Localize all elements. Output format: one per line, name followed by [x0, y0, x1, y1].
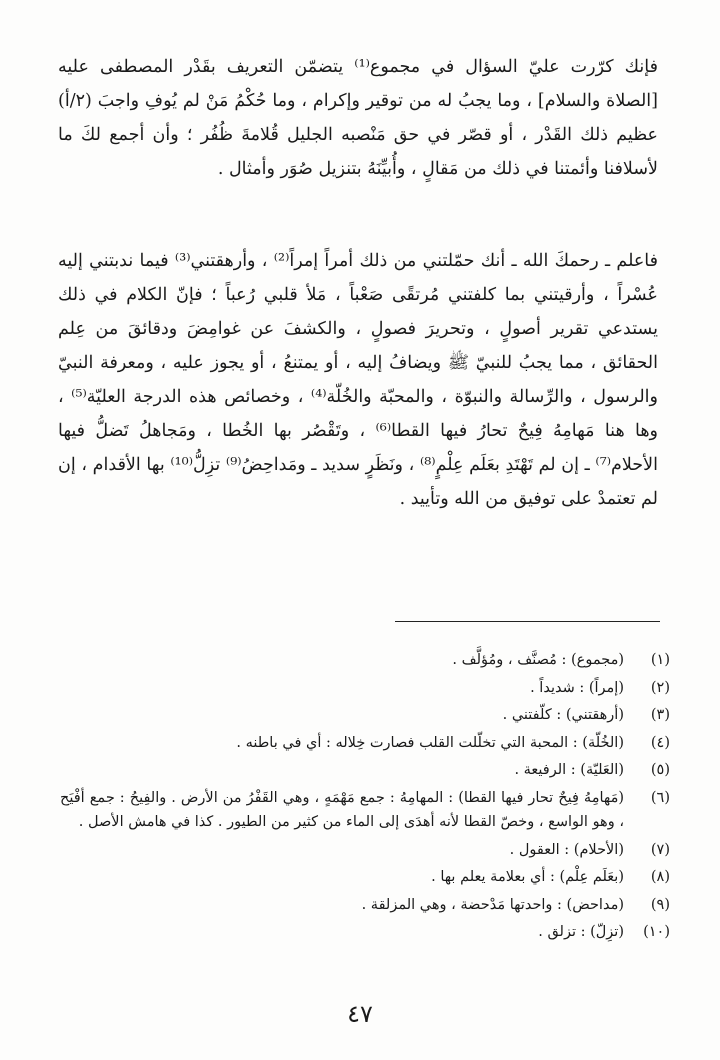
footnote-text: (تزِلّ) : تزلق .	[538, 924, 624, 940]
footnotes-list	[60, 648, 670, 948]
footnote-number: (٧)	[650, 841, 670, 858]
footnote-number: (١)	[650, 652, 670, 668]
footnote-item	[60, 865, 670, 890]
footnote-item	[60, 758, 670, 783]
footnote-number: (٤)	[650, 734, 670, 751]
footnote-item	[60, 838, 670, 863]
footnote-item	[60, 731, 670, 756]
footnote-number: (٨)	[650, 869, 670, 885]
footnote-text: (إمراً) : شديداً .	[530, 679, 624, 696]
page-number: ٤٧	[347, 1000, 373, 1028]
footnote-item	[60, 920, 670, 945]
footnote-text: (مَهامِهُ فِيحٌ تحار فيها القطا) : المهامِهُ : جمع مَهْمَهٍ ، وهي القَفْرُ من الأرض . والفِيحُ : جمع أفْيَح ، وهو الواسع ، وخصّ القطا لأنه أهدَى إلى الماء من كثير من الطيور . كذا في هامش الأصل .	[60, 789, 624, 830]
footnote-item	[60, 676, 670, 701]
footnote-text: (أرهقتني) : كلّفتني .	[502, 707, 624, 723]
footnote-number: (٥)	[650, 762, 670, 778]
footnote-number: (٣)	[650, 707, 670, 723]
footnote-number: (٩)	[650, 896, 670, 913]
footnote-text: (الخُلّة) : المحبة التي تخلّلت القلب فصارت خِلاله : أي في باطنه .	[236, 734, 624, 751]
footnote-item	[60, 786, 670, 835]
body-paragraph-2: فاعلم ـ رحمكَ الله ـ أنك حمّلتني من ذلك أمراً إمراً⁽²⁾ ، وأرهقتني⁽³⁾ فيما ندبتني إليه عُسْراً ، وأرقيتني بما كلفتني مُرتقًى صَعْباً ، مَلأ قلبي رُعباً ؛ فإنّ الكلام في ذلك يستدعي تقرير أصولٍ ، وتحريرَ فصولٍ ، والكشفَ عن غوامِضَ ودقائقَ من عِلم الحقائق ، مما يجبُ للنبيّ ﷺ ويضافُ إليه ، أو يمتنعُ ، أو يجوز عليه ، ومعرفة النبيّ والرسول ، والرِّسالة والنبوّة ، والمحبّة والخُلّة⁽⁴⁾ ، وخصائص هذه الدرجة العليّة⁽⁵⁾ ، وها هنا مَهامِهُ فِيحٌ تحارُ فيها القطا⁽⁶⁾ ، وتَقْصُر بها الخُطا ، ومَجاهلُ تَضلُّ فيها الأحلام⁽⁷⁾ ـ إن لم تَهْتَدِ بعَلَم عِلْمٍ⁽⁸⁾ ، ونَظَرٍ سديد ـ ومَداحِضُ⁽⁹⁾ تزِلُّ⁽¹⁰⁾ بها الأقدام ، إن لم تعتمدْ على توفيق من الله وتأييد .	[58, 251, 659, 509]
footnote-text: (بعَلَم عِلْم) : أي بعلامة يعلم بها .	[431, 869, 624, 885]
footnote-item	[60, 893, 670, 918]
footnote-divider	[395, 621, 660, 622]
footnote-number: (٦)	[650, 789, 670, 806]
footnote-item	[60, 703, 670, 728]
footnote-number: (٢)	[650, 679, 670, 696]
footnote-text: (مجموع) : مُصنَّف ، ومُؤلَّف .	[452, 652, 624, 668]
footnote-item	[60, 648, 670, 673]
footnote-text: (العَليّة) : الرفيعة .	[514, 762, 624, 778]
footnote-text: (الأحلام) : العقول .	[509, 841, 624, 858]
footnote-text: (مداحض) : واحدتها مَدْحضة ، وهي المزلقة .	[361, 896, 624, 913]
footnote-number: (١٠)	[643, 924, 670, 940]
body-paragraph-1: فإنك كرّرت عليّ السؤال في مجموع⁽¹⁾ يتضمّن التعريف بقَدْر المصطفى عليه [الصلاة والسلام] ، وما يجبُ له من توقير وإكرام ، وما حُكْمُ مَنْ لم يُوفِ واجبَ (٢/أ) عظيم ذلك القَدْر ، أو قصّر في حق مَنْصبه الجليل قُلامةَ ظُفُر ؛ وأن أجمع لكَ ما لأسلافنا وأئمتنا في ذلك من مَقالٍ ، وأُبيِّنَهُ بتنزيل صُوَر وأمثال .	[58, 57, 658, 179]
